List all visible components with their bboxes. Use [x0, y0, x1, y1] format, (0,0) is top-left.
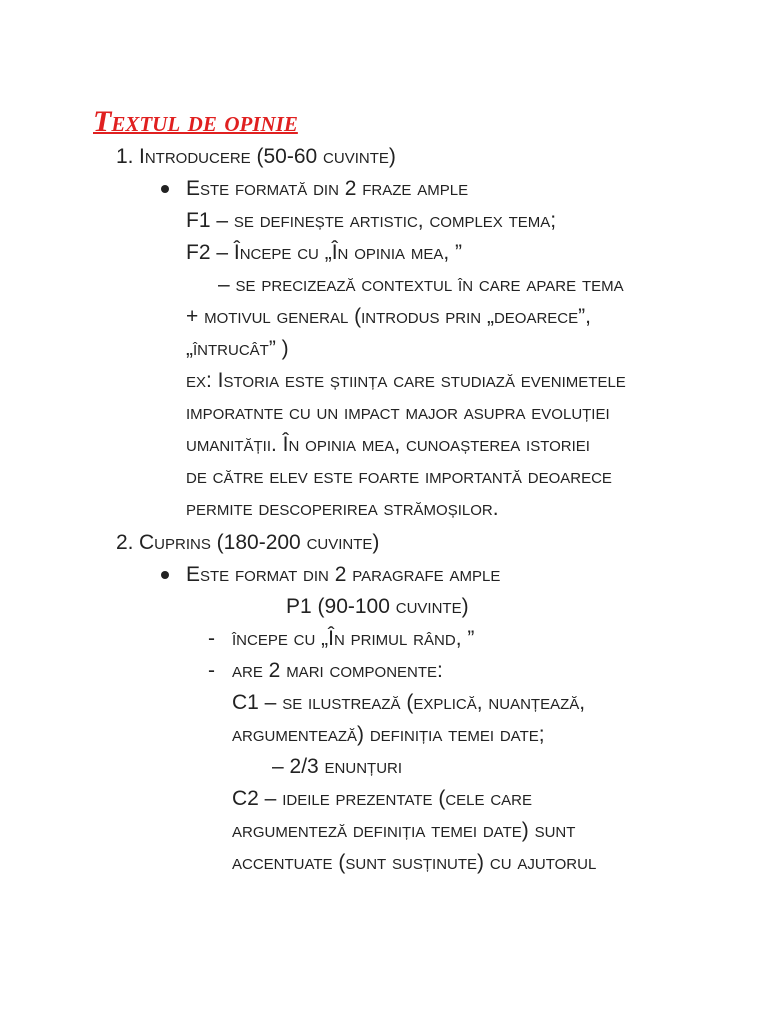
section-2-line: accentuate (sunt susținute) cu ajutorul — [232, 851, 597, 874]
section-2-line: C2 – ideile prezentate (cele care — [232, 787, 533, 810]
bullet-icon — [161, 185, 169, 193]
dash-marker: - — [208, 659, 215, 682]
document-title: Textul de opinie — [93, 105, 298, 138]
section-1-bullet-text: Este formată din 2 fraze ample — [186, 177, 469, 200]
section-2-bullet-text: Este format din 2 paragrafe ample — [186, 563, 501, 586]
section-1-line: – se precizează contextul în care apare tema — [218, 273, 624, 296]
dash-marker: - — [208, 627, 215, 650]
dash-item: începe cu „În primul rând, ” — [232, 627, 475, 650]
section-1-heading: Introducere (50-60 cuvinte) — [139, 145, 396, 168]
dash-item: are 2 mari componente: — [232, 659, 443, 682]
section-2-line: – 2/3 enunțuri — [272, 755, 403, 778]
section-2-number: 2. — [116, 531, 134, 554]
section-1-line: F2 – Începe cu „În opinia mea, ” — [186, 241, 463, 264]
section-1-line: F1 – se definește artistic, complex tema; — [186, 209, 557, 232]
section-1-line: umanității. În opinia mea, cunoașterea istoriei — [186, 433, 590, 456]
section-1-line: „întrucât” ) — [186, 337, 289, 360]
section-2-line: C1 – se ilustrează (explică, nuanțează, — [232, 691, 586, 714]
section-1-number: 1. — [116, 145, 134, 168]
section-1-line: ex: Istoria este știința care studiază evenimetele — [186, 369, 626, 392]
section-1-line: imporatnte cu un impact major asupra evoluției — [186, 401, 610, 424]
section-1-line: de către elev este foarte importantă deoarece — [186, 465, 612, 488]
bullet-icon — [161, 571, 169, 579]
section-2-line: argumenteză definiția temei date) sunt — [232, 819, 576, 842]
section-2-heading: Cuprins (180-200 cuvinte) — [139, 531, 380, 554]
section-1-line: + motivul general (introdus prin „deoarece”, — [186, 305, 591, 328]
section-1-line: permite descoperirea strămoșilor. — [186, 497, 499, 520]
section-2-line: argumentează) definiția temei date; — [232, 723, 545, 746]
paragraph-1-label: P1 (90-100 cuvinte) — [286, 595, 469, 618]
